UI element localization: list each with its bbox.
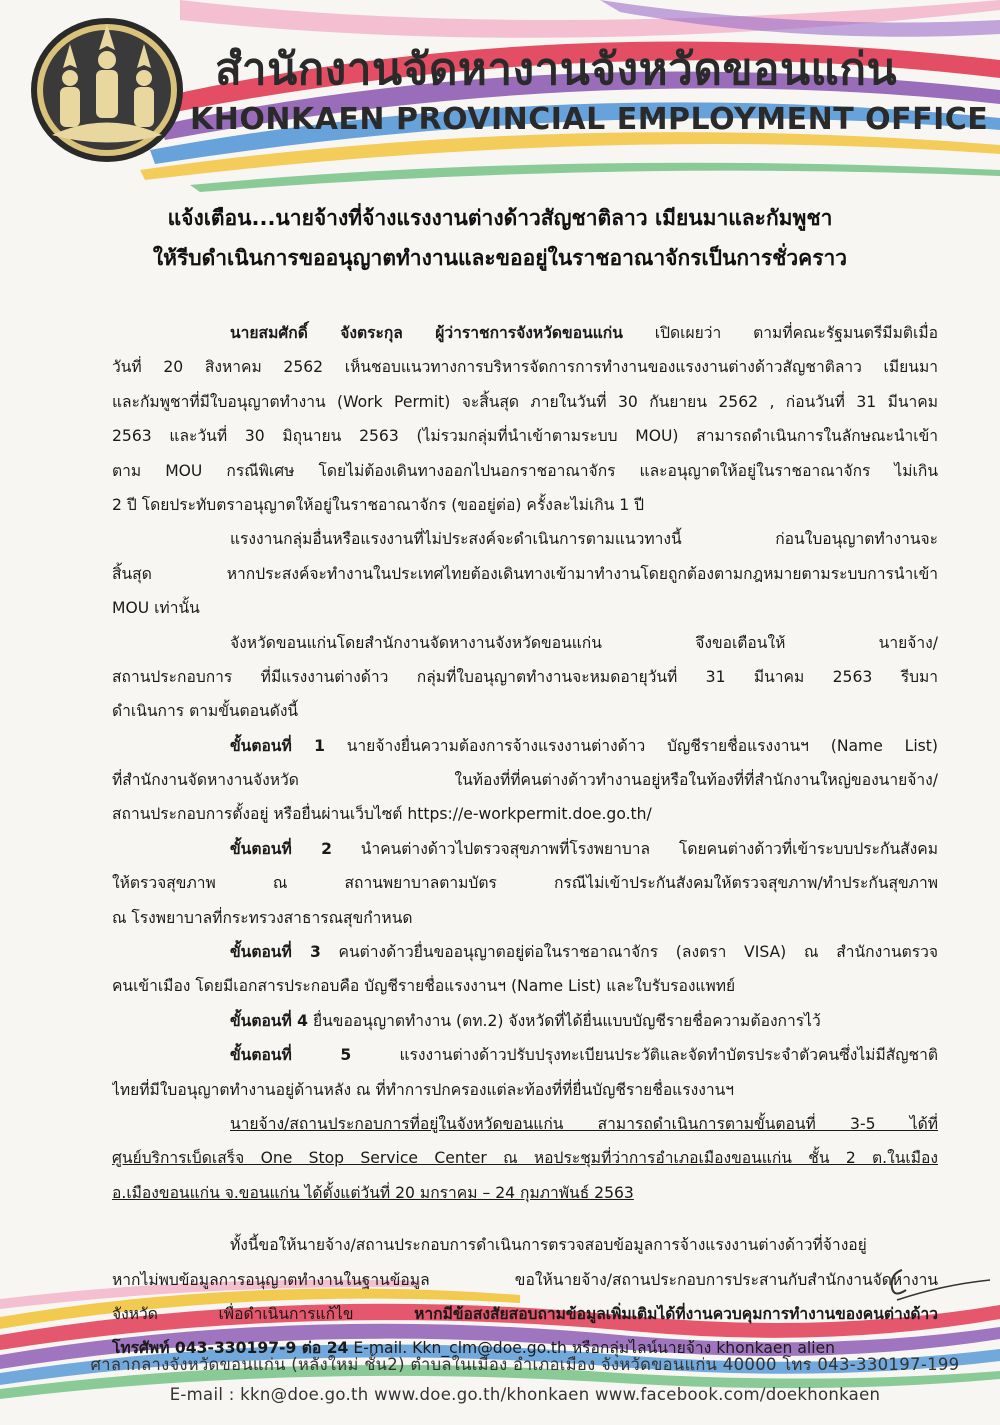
contact-email-line: E-mail. Kkn_clm@doe.go.th หรือกลุ่มไลน์นายจ้าง khonkaen alien bbox=[348, 1339, 836, 1358]
step-2-line: ณ โรงพยาบาลที่กระทรวงสาธารณสุขกำหนด bbox=[112, 908, 413, 927]
paragraph-1-line: นายสมศักดิ์ จังตระกุล ผู้ว่าราชการจังหวัดขอนแก่น เปิดเผยว่า ตามที่คณะรัฐมนตรีมีมติเมื่อ bbox=[230, 324, 938, 342]
step-3-label: ขั้นตอนที่ 3 bbox=[230, 943, 321, 962]
paragraph-1-line: 2 ปี โดยประทับตราอนุญาตให้อยู่ในราชอาณาจักร (ขออยู่ต่อ) ครั้งละไม่เกิน 1 ปี bbox=[112, 495, 645, 514]
step-2-line: ขั้นตอนที่ 2 นำคนต่างด้าวไปตรวจสุขภาพที่โรงพยาบาล โดยคนต่างด้าวที่เข้าระบบประกันสังคม bbox=[230, 839, 938, 858]
paragraph-2-line: สิ้นสุด หากประสงค์จะทำงานในประเทศไทยต้องเดินทางเข้ามาทำงานโดยถูกต้องตามกฎหมายตามระบบการนำเข้า bbox=[112, 564, 938, 583]
step-4-label: ขั้นตอนที่ 4 bbox=[230, 1011, 309, 1030]
step-5-label: ขั้นตอนที่ 5 bbox=[230, 1046, 352, 1065]
closing-paragraph-line: จังหวัด เพื่อดำเนินการแก้ไข หากมีข้อสงสัยสอบถามข้อมูลเพิ่มเติมได้ที่งานควบคุมการทำงานของคนต่างด้าว bbox=[112, 1304, 938, 1323]
notice-title-line-1: แจ้งเตือน...นายจ้างที่จ้างแรงงานต่างด้าวสัญชาติลาว เมียนมาและกัมพูชา bbox=[167, 206, 833, 230]
office-name-english: KHONKAEN PROVINCIAL EMPLOYMENT OFFICE bbox=[190, 102, 989, 137]
closing-paragraph-line: ทั้งนี้ขอให้นายจ้าง/สถานประกอบการดำเนินการตรวจสอบข้อมูลการจ้างแรงงานต่างด้าวที่จ้างอยู่ bbox=[230, 1236, 867, 1255]
one-stop-service-note-line: ศูนย์บริการเบ็ดเสร็จ One Stop Service Center ณ หอประชุมที่ว่าการอำเภอเมืองขอนแก่น ชั้น 2 ต.ในเมือง bbox=[112, 1149, 938, 1168]
signature-mark bbox=[872, 1240, 992, 1310]
step-5-line: ไทยที่มีใบอนุญาตทำงานอยู่ด้านหลัง ณ ที่ทำการปกครองแต่ละท้องที่ที่ยื่นบัญชีรายชื่อแรงงานฯ bbox=[112, 1080, 735, 1099]
step-1-label: ขั้นตอนที่ 1 bbox=[230, 736, 325, 755]
step-5-line: ขั้นตอนที่ 5 แรงงานต่างด้าวปรับปรุงทะเบียนประวัติและจัดทำบัตรประจำตัวคนซึ่งไม่มีสัญชาติ bbox=[230, 1046, 938, 1065]
footer-contacts: E-mail : kkn@doe.go.th www.doe.go.th/khonkaen www.facebook.com/doekhonkaen bbox=[169, 1385, 881, 1404]
step-3-line: ขั้นตอนที่ 3 คนต่างด้าวยื่นขออนุญาตอยู่ต่อในราชอาณาจักร (ลงตรา VISA) ณ สำนักงานตรวจ bbox=[230, 943, 938, 962]
notice-title-line-2: ให้รีบดำเนินการขออนุญาตทำงานและขออยู่ในราชอาณาจักรเป็นการชั่วคราว bbox=[152, 246, 848, 270]
paragraph-1-line: ตาม MOU กรณีพิเศษ โดยไม่ต้องเดินทางออกไปนอกราชอาณาจักร และอนุญาตให้อยู่ในราชอาณาจักร ไม่เกิน bbox=[112, 461, 938, 480]
one-stop-service-note-line: อ.เมืองขอนแก่น จ.ขอนแก่น ได้ตั้งแต่วันที่ 20 มกราคม – 24 กุมภาพันธ์ 2563 bbox=[112, 1183, 634, 1202]
governor-name: นายสมศักดิ์ จังตระกุล ผู้ว่าราชการจังหวัดขอนแก่น bbox=[230, 324, 623, 342]
contact-phone: โทรศัพท์ 043-330197-9 ต่อ 24 bbox=[112, 1339, 349, 1358]
footer-address: ศาลากลางจังหวัดขอนแก่น (หลังใหม่ ชั้น2) ตำบลในเมือง อำเภอเมือง จังหวัดขอนแก่น 40000 โทร 043-330197-199 bbox=[90, 1355, 960, 1374]
paragraph-gap bbox=[112, 1210, 938, 1228]
step-3-line: คนเข้าเมือง โดยมีเอกสารประกอบคือ บัญชีรายชื่อแรงงานฯ (Name List) และใบรับรองแพทย์ bbox=[112, 977, 736, 996]
step-4-line: ขั้นตอนที่ 4 ยื่นขออนุญาตทำงาน (ตท.2) จังหวัดที่ได้ยื่นแบบบัญชีรายชื่อความต้องการไว้ bbox=[230, 1011, 821, 1030]
paragraph-3-line: ดำเนินการ ตามขั้นตอนดังนี้ bbox=[112, 702, 299, 721]
one-stop-service-note-line: นายจ้าง/สถานประกอบการที่อยู่ในจังหวัดขอนแก่น สามารถดำเนินการตามขั้นตอนที่ 3-5 ได้ที่ bbox=[230, 1114, 938, 1133]
step-1-line: ขั้นตอนที่ 1 นายจ้างยื่นความต้องการจ้างแรงงานต่างด้าว บัญชีรายชื่อแรงงานฯ (Name List) bbox=[230, 736, 938, 755]
paragraph-3-line: สถานประกอบการ ที่มีแรงงานต่างด้าว กลุ่มที่ใบอนุญาตทำงานจะหมดอายุวันที่ 31 มีนาคม 2563 รีบมา bbox=[112, 667, 938, 686]
closing-paragraph-line: หากไม่พบข้อมูลการอนุญาตทำงานในฐานข้อมูล ขอให้นายจ้าง/สถานประกอบการประสานกับสำนักงานจัดหางาน bbox=[112, 1270, 938, 1289]
step-1-line: สถานประกอบการตั้งอยู่ หรือยื่นผ่านเว็บไซต์ https://e-workpermit.doe.go.th/ bbox=[112, 805, 652, 824]
ministry-emblem-icon bbox=[22, 10, 192, 170]
paragraph-2-line: แรงงานกลุ่มอื่นหรือแรงงานที่ไม่ประสงค์จะดำเนินการตามแนวทางนี้ ก่อนใบอนุญาตทำงานจะ bbox=[230, 530, 938, 549]
paragraph-3-line: จังหวัดขอนแก่นโดยสำนักงานจัดหางานจังหวัดขอนแก่น จึงขอเตือนให้ นายจ้าง/ bbox=[230, 633, 938, 652]
paragraph-2-line: MOU เท่านั้น bbox=[112, 599, 200, 618]
office-name-thai: สำนักงานจัดหางานจังหวัดขอนแก่น bbox=[215, 44, 898, 95]
notice-body bbox=[112, 316, 938, 1366]
paragraph-1-line: วันที่ 20 สิงหาคม 2562 เห็นชอบแนวทางการบริหารจัดการการทำงานของแรงงานต่างด้าวสัญชาติลาว เมียนมา bbox=[112, 358, 938, 377]
step-2-label: ขั้นตอนที่ 2 bbox=[230, 839, 332, 858]
paragraph-1-line: 2563 และวันที่ 30 มิถุนายน 2563 (ไม่รวมกลุ่มที่นำเข้าตามระบบ MOU) สามารถดำเนินการในลักษณะนำเข้า bbox=[112, 427, 938, 446]
paragraph-1-line: และกัมพูชาที่มีใบอนุญาตทำงาน (Work Permit) จะสิ้นสุด ภายในวันที่ 30 กันยายน 2562 , ก่อนวันที่ 31 มีนาคม bbox=[112, 392, 938, 411]
step-2-line: ให้ตรวจสุขภาพ ณ สถานพยาบาลตามบัตร กรณีไม่เข้าประกันสังคมให้ตรวจสุขภาพ/ทำประกันสุขภาพ bbox=[112, 874, 938, 893]
step-1-line: ที่สำนักงานจัดหางานจังหวัด ในท้องที่ที่คนต่างด้าวทำงานอยู่หรือในท้องที่ที่สำนักงานใหญ่ของนายจ้าง/ bbox=[112, 771, 938, 790]
